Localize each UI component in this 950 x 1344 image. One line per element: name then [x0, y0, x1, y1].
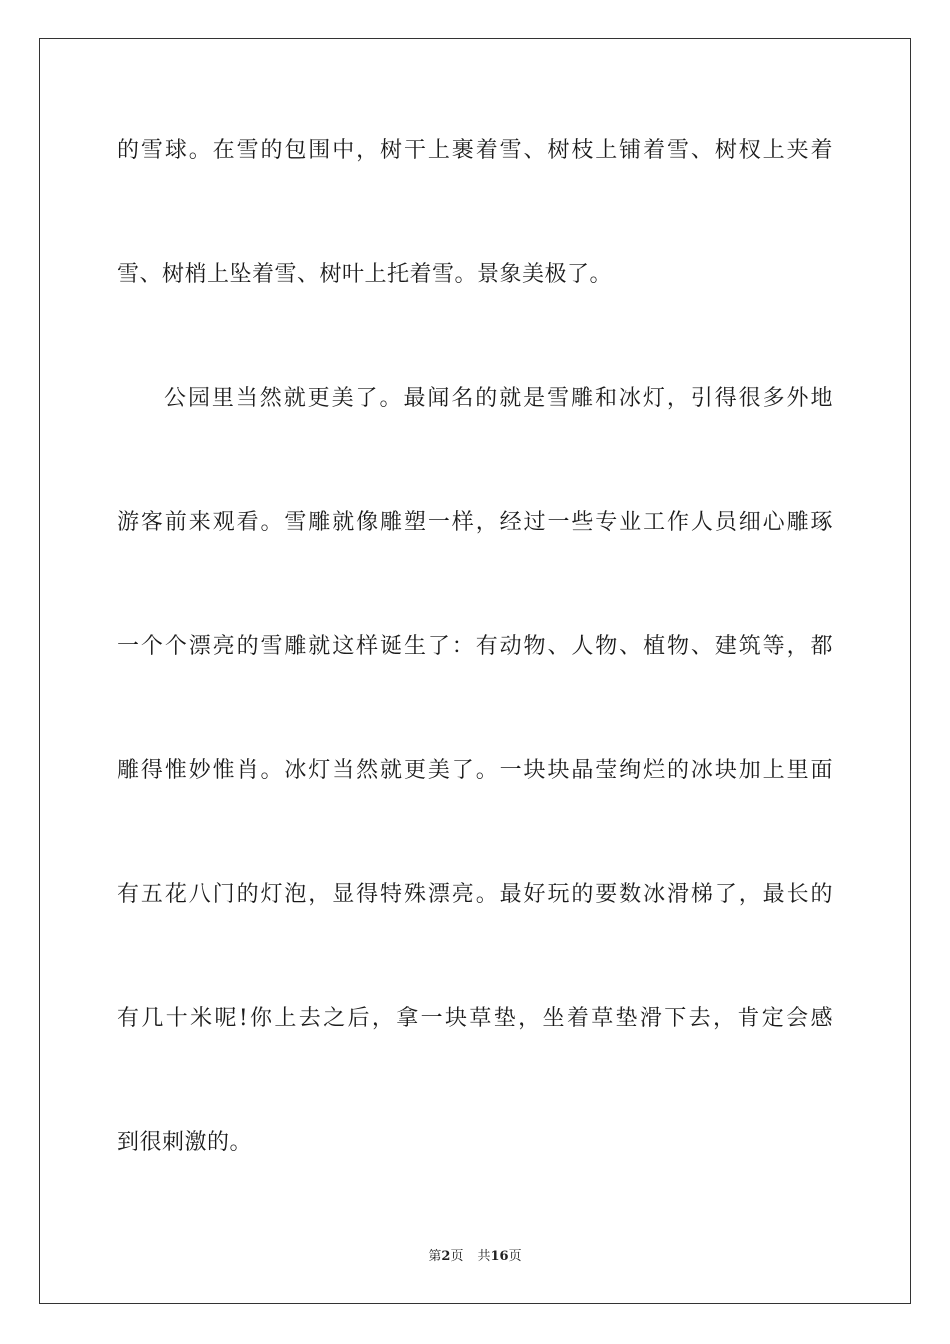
text-line: 公园里当然就更美了。最闻名的就是雪雕和冰灯，引得很多外地: [164, 386, 833, 411]
text-line: 雕得惟妙惟肖。冰灯当然就更美了。一块块晶莹绚烂的冰块加上里面: [117, 758, 833, 783]
total-page-count: 16: [490, 1249, 509, 1264]
text-line: 有五花八门的灯泡，显得特殊漂亮。最好玩的要数冰滑梯了，最长的: [117, 882, 833, 907]
current-page-number: 2: [441, 1249, 451, 1264]
page-border: [39, 38, 911, 1304]
text-line: 游客前来观看。雪雕就像雕塑一样，经过一些专业工作人员细心雕琢: [117, 510, 833, 535]
text-line: 有几十米呢!你上去之后，拿一块草垫，坐着草垫滑下去，肯定会感: [117, 1006, 833, 1031]
page-suffix: 页: [450, 1249, 464, 1264]
text-line: 雪、树梢上坠着雪、树叶上托着雪。景象美极了。: [117, 262, 613, 287]
text-line: 到很刺激的。: [117, 1130, 253, 1155]
text-line: 的雪球。在雪的包围中，树干上裹着雪、树枝上铺着雪、树杈上夹着: [117, 138, 833, 163]
total-prefix: 共: [477, 1249, 491, 1264]
page-footer: [0, 1248, 950, 1266]
page-prefix: 第: [428, 1249, 442, 1264]
text-line: 一个个漂亮的雪雕就这样诞生了：有动物、人物、植物、建筑等，都: [117, 634, 833, 659]
total-suffix: 页: [508, 1249, 522, 1264]
